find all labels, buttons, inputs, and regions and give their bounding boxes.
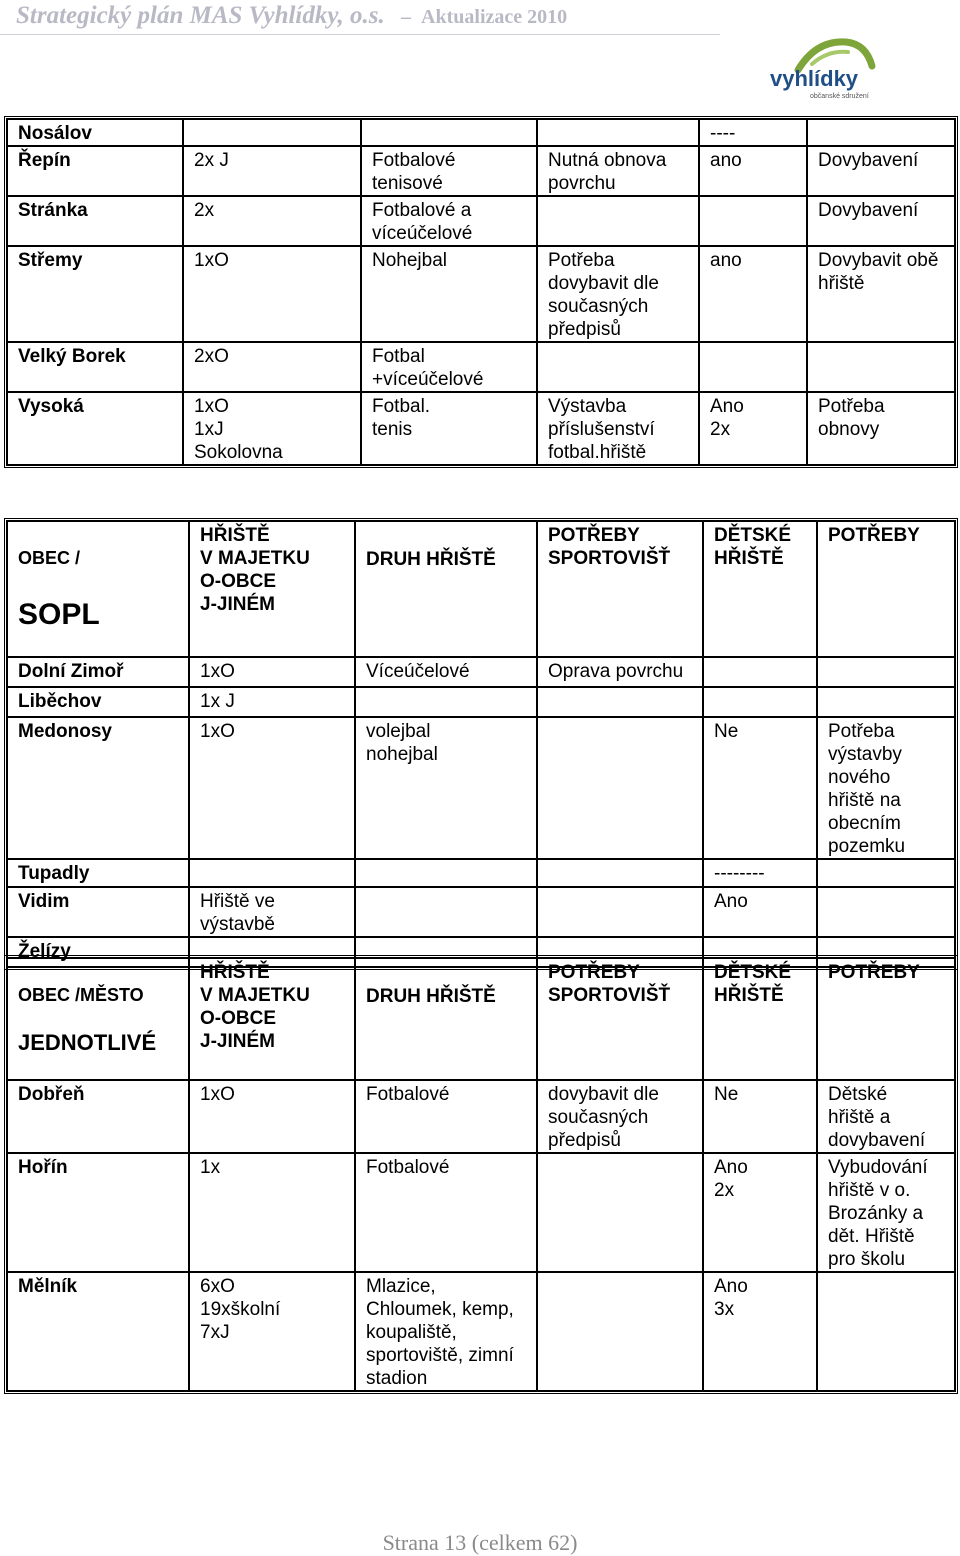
majetek-cell: 1xO 1xJ Sokolovna bbox=[183, 392, 361, 465]
detske-cell: Ne bbox=[703, 1080, 817, 1153]
potreby-header: POTŘEBY bbox=[817, 958, 955, 1080]
potreby-sport-cell bbox=[537, 1153, 703, 1272]
majetek-cell: 1x J bbox=[189, 687, 355, 717]
detske-header: DĚTSKÉ HŘIŠTĚ bbox=[703, 521, 817, 657]
detske-cell bbox=[703, 657, 817, 687]
druh-cell: volejbal nohejbal bbox=[355, 717, 537, 859]
obec-cell: Nosálov bbox=[7, 119, 183, 146]
potreby-sport-cell: Výstavba příslušenství fotbal.hřiště bbox=[537, 392, 699, 465]
potreby-cell: Dětské hřiště a dovybavení bbox=[817, 1080, 955, 1153]
table-row bbox=[7, 687, 955, 717]
document-subtitle: – Aktualizace 2010 bbox=[391, 6, 568, 28]
druh-cell: Fotbal +víceúčelové bbox=[361, 342, 537, 392]
document-title: Strategický plán MAS Vyhlídky, o.s. bbox=[16, 2, 385, 29]
obec-cell: Stránka bbox=[7, 196, 183, 246]
druh-cell bbox=[355, 687, 537, 717]
logo-text: vyhlídky bbox=[770, 66, 859, 91]
druh-cell: Nohejbal bbox=[361, 246, 537, 342]
table-row bbox=[7, 392, 955, 465]
potreby-cell bbox=[817, 657, 955, 687]
obec-header bbox=[7, 521, 189, 657]
table-row bbox=[7, 1080, 955, 1153]
druh-cell bbox=[361, 119, 537, 146]
obec-cell: Dobřeň bbox=[7, 1080, 189, 1153]
table-row bbox=[7, 859, 955, 887]
potreby-sport-header: POTŘEBY SPORTOVIŠŤ bbox=[537, 958, 703, 1080]
obec-cell: Medonosy bbox=[7, 717, 189, 859]
detske-cell: ano bbox=[699, 246, 807, 342]
potreby-cell bbox=[807, 119, 955, 146]
table-row bbox=[7, 1272, 955, 1391]
druh-cell: Fotbalové a víceúčelové bbox=[361, 196, 537, 246]
region-label: JEDNOTLIVÉ bbox=[18, 1030, 157, 1055]
obec-cell: Mělník bbox=[7, 1272, 189, 1391]
druh-cell bbox=[355, 887, 537, 937]
table-row bbox=[7, 1153, 955, 1272]
majetek-cell: 1xO bbox=[189, 1080, 355, 1153]
subtitle-text: Aktualizace 2010 bbox=[421, 6, 568, 28]
druh-header: DRUH HŘIŠTĚ bbox=[355, 958, 537, 1080]
potreby-cell: Potřeba obnovy bbox=[807, 392, 955, 465]
druh-cell: Fotbalové bbox=[355, 1080, 537, 1153]
detske-cell: Ano 2x bbox=[699, 392, 807, 465]
detske-cell: ---- bbox=[699, 119, 807, 146]
detske-header: DĚTSKÉ HŘIŠTĚ bbox=[703, 958, 817, 1080]
potreby-cell bbox=[817, 1272, 955, 1391]
majetek-cell: 6xO 19xškolní 7xJ bbox=[189, 1272, 355, 1391]
potreby-cell: Vybudování hřiště v o. Brozánky a dět. Hřiště pro školu bbox=[817, 1153, 955, 1272]
obec-cell: Střemy bbox=[7, 246, 183, 342]
potreby-sport-cell bbox=[537, 119, 699, 146]
druh-cell: Mlazice, Chloumek, kemp, koupaliště, sportoviště, zimní stadion bbox=[355, 1272, 537, 1391]
detske-cell bbox=[699, 342, 807, 392]
potreby-cell: Dovybavení bbox=[807, 196, 955, 246]
page-number-footer: Strana 13 (celkem 62) bbox=[382, 1530, 578, 1555]
potreby-sport-cell bbox=[537, 196, 699, 246]
detske-cell: Ano 2x bbox=[703, 1153, 817, 1272]
vyhlidky-logo bbox=[768, 36, 878, 102]
potreby-sport-cell: Oprava povrchu bbox=[537, 657, 703, 687]
table-row bbox=[7, 119, 955, 146]
potreby-cell bbox=[817, 687, 955, 717]
potreby-sport-cell bbox=[537, 687, 703, 717]
document-header bbox=[16, 2, 567, 30]
potreby-sport-cell: dovybavit dle současných předpisů bbox=[537, 1080, 703, 1153]
header-rule bbox=[0, 34, 720, 35]
potreby-cell: Dovybavit obě hřiště bbox=[807, 246, 955, 342]
potreby-sport-cell bbox=[537, 859, 703, 887]
sports-table-1 bbox=[4, 116, 958, 468]
majetek-cell: Hřiště ve výstavbě bbox=[189, 887, 355, 937]
majetek-cell: 2xO bbox=[183, 342, 361, 392]
majetek-cell: 1x bbox=[189, 1153, 355, 1272]
potreby-sport-cell bbox=[537, 342, 699, 392]
majetek-cell bbox=[183, 119, 361, 146]
potreby-sport-cell: Nutná obnova povrchu bbox=[537, 146, 699, 196]
region-label: SOPL bbox=[18, 598, 100, 631]
detske-cell bbox=[703, 687, 817, 717]
potreby-cell bbox=[817, 887, 955, 937]
potreby-cell: Potřeba výstavby nového hřiště na obecním pozemku bbox=[817, 717, 955, 859]
majetek-header: HŘIŠTĚ V MAJETKU O-OBCE J-JINÉM bbox=[189, 521, 355, 657]
table-row bbox=[7, 196, 955, 246]
table-header-row bbox=[7, 521, 955, 657]
sports-table-jednotlive bbox=[4, 955, 958, 1394]
druh-cell: Fotbalové tenisové bbox=[361, 146, 537, 196]
detske-cell: Ne bbox=[703, 717, 817, 859]
majetek-cell: 1xO bbox=[183, 246, 361, 342]
druh-cell: Fotbalové bbox=[355, 1153, 537, 1272]
potreby-sport-cell bbox=[537, 887, 703, 937]
obec-header bbox=[7, 958, 189, 1080]
potreby-cell: Dovybavení bbox=[807, 146, 955, 196]
majetek-cell: 2x bbox=[183, 196, 361, 246]
obec-cell: Řepín bbox=[7, 146, 183, 196]
table-row bbox=[7, 717, 955, 859]
potreby-cell bbox=[807, 342, 955, 392]
obec-label: OBEC /MĚSTO bbox=[18, 985, 144, 1005]
obec-cell: Velký Borek bbox=[7, 342, 183, 392]
potreby-sport-cell: Potřeba dovybavit dle současných předpisů bbox=[537, 246, 699, 342]
table-row bbox=[7, 246, 955, 342]
druh-header: DRUH HŘIŠTĚ bbox=[355, 521, 537, 657]
majetek-cell: 2x J bbox=[183, 146, 361, 196]
logo-subtext: občanské sdružení bbox=[810, 93, 869, 100]
majetek-cell bbox=[189, 859, 355, 887]
potreby-sport-header: POTŘEBY SPORTOVIŠŤ bbox=[537, 521, 703, 657]
table-row bbox=[7, 146, 955, 196]
logo-arc-inner bbox=[812, 52, 848, 64]
potreby-header: POTŘEBY bbox=[817, 521, 955, 657]
majetek-cell: 1xO bbox=[189, 717, 355, 859]
detske-cell bbox=[699, 196, 807, 246]
table-row bbox=[7, 342, 955, 392]
majetek-cell: 1xO bbox=[189, 657, 355, 687]
obec-cell: Vysoká bbox=[7, 392, 183, 465]
majetek-header: HŘIŠTĚ V MAJETKU O-OBCE J-JINÉM bbox=[189, 958, 355, 1080]
table-row bbox=[7, 887, 955, 937]
potreby-sport-cell bbox=[537, 1272, 703, 1391]
druh-cell: Víceúčelové bbox=[355, 657, 537, 687]
detske-cell: Ano bbox=[703, 887, 817, 937]
obec-cell: Tupadly bbox=[7, 859, 189, 887]
druh-cell: Fotbal. tenis bbox=[361, 392, 537, 465]
detske-cell: -------- bbox=[703, 859, 817, 887]
potreby-cell bbox=[817, 859, 955, 887]
obec-cell: Želízy bbox=[7, 937, 189, 967]
obec-cell: Dolní Zimoř bbox=[7, 657, 189, 687]
sports-table-sopl bbox=[4, 518, 958, 970]
detske-cell: Ano 3x bbox=[703, 1272, 817, 1391]
obec-cell: Hořín bbox=[7, 1153, 189, 1272]
obec-cell: Liběchov bbox=[7, 687, 189, 717]
table-header-row bbox=[7, 958, 955, 1080]
potreby-sport-cell bbox=[537, 717, 703, 859]
druh-cell bbox=[355, 859, 537, 887]
obec-label: OBEC / bbox=[18, 548, 81, 568]
obec-cell: Vidim bbox=[7, 887, 189, 937]
table-row bbox=[7, 657, 955, 687]
detske-cell: ano bbox=[699, 146, 807, 196]
